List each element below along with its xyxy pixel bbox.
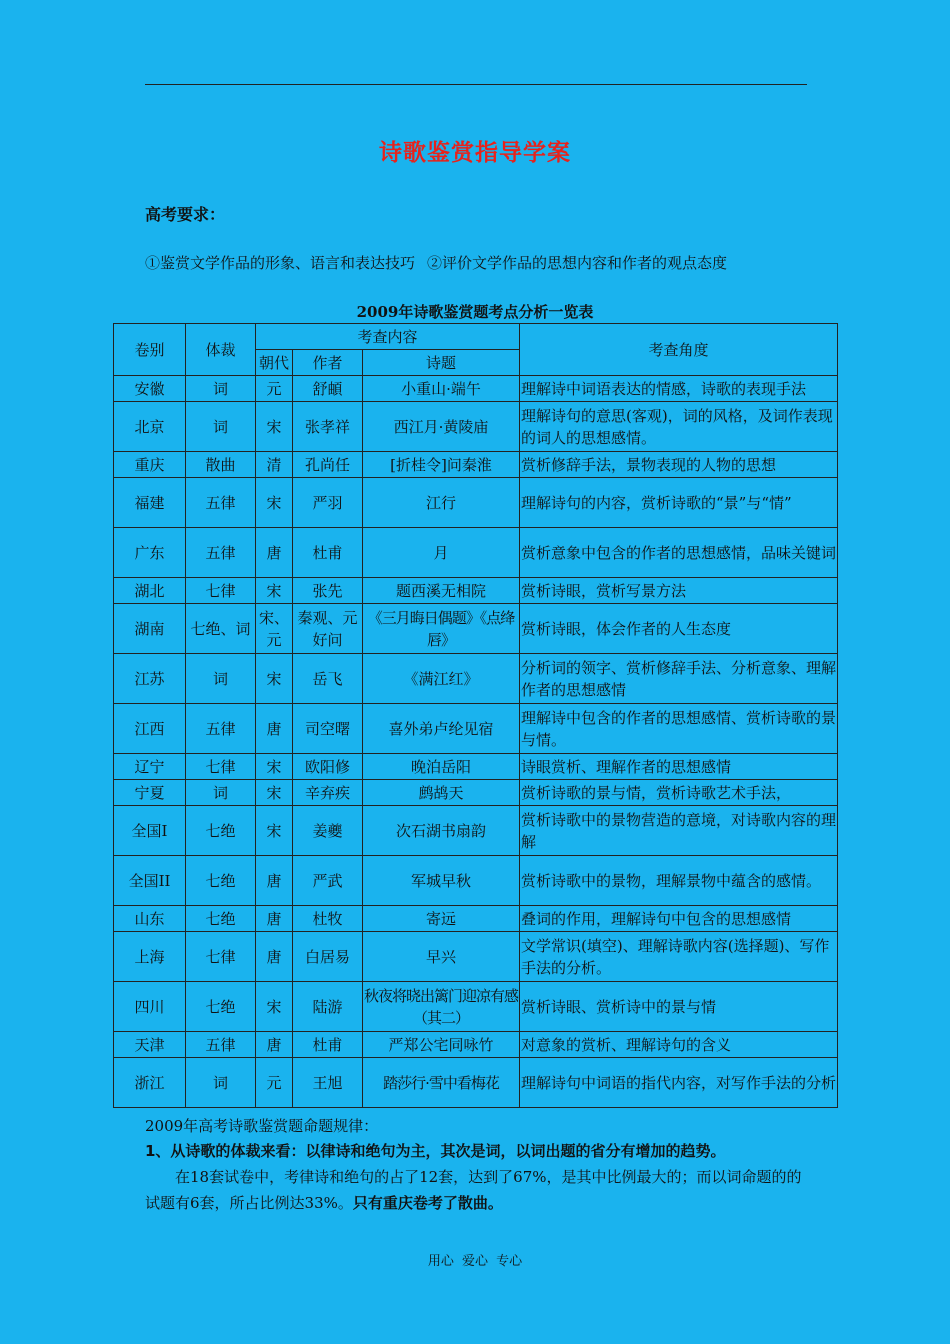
cell-dynasty: 宋	[256, 578, 293, 604]
header-dynasty: 朝代	[256, 350, 293, 376]
table-row	[114, 478, 838, 528]
cell-dynasty: 宋	[256, 654, 293, 704]
cell-paper: 广东	[114, 528, 186, 578]
header-rule	[145, 84, 807, 85]
cell-dynasty: 宋	[256, 982, 293, 1032]
table-row	[114, 402, 838, 452]
table-row	[114, 906, 838, 932]
cell-dynasty: 唐	[256, 932, 293, 982]
cell-author: 陆游	[293, 982, 363, 1032]
cell-author: 司空曙	[293, 704, 363, 754]
cell-dynasty: 唐	[256, 528, 293, 578]
cell-author: 张孝祥	[293, 402, 363, 452]
rule-point-1: 1、从诗歌的体裁来看：以律诗和绝句为主，其次是词，以词出题的省分有增加的趋势。	[145, 1142, 726, 1160]
cell-poem: 踏莎行·雪中看梅花	[363, 1058, 520, 1108]
cell-poem: 晚泊岳阳	[363, 754, 520, 780]
cell-paper: 天津	[114, 1032, 186, 1058]
cell-dynasty: 唐	[256, 856, 293, 906]
cell-paper: 全国I	[114, 806, 186, 856]
rule-paragraph	[145, 1164, 810, 1216]
cell-angle: 理解诗句中词语的指代内容，对写作手法的分析	[520, 1058, 838, 1108]
cell-angle: 理解诗句的内容，赏析诗歌的“景”与“情”	[520, 478, 838, 528]
cell-author: 舒頔	[293, 376, 363, 402]
cell-paper: 上海	[114, 932, 186, 982]
page-footer: 用心 爱心 专心	[427, 1254, 523, 1269]
cell-author: 欧阳修	[293, 754, 363, 780]
cell-poem: 《三月晦日偶题》《点绛唇》	[363, 604, 520, 654]
cell-author: 孔尚任	[293, 452, 363, 478]
cell-author: 秦观、元好问	[293, 604, 363, 654]
cell-poem: 军城早秋	[363, 856, 520, 906]
rules-intro: 2009年高考诗歌鉴赏题命题规律：	[145, 1117, 379, 1135]
table-row	[114, 1058, 838, 1108]
cell-genre: 词	[186, 402, 256, 452]
cell-genre: 五律	[186, 528, 256, 578]
cell-genre: 词	[186, 376, 256, 402]
cell-dynasty: 宋	[256, 806, 293, 856]
cell-poem: 严郑公宅同咏竹	[363, 1032, 520, 1058]
cell-angle: 文学常识(填空)、理解诗歌内容(选择题)、写作手法的分析。	[520, 932, 838, 982]
cell-author: 张先	[293, 578, 363, 604]
cell-author: 岳飞	[293, 654, 363, 704]
cell-angle: 理解诗句的意思(客观)，词的风格，及词作表现的词人的思想感情。	[520, 402, 838, 452]
cell-angle: 理解诗中词语表达的情感，诗歌的表现手法	[520, 376, 838, 402]
cell-angle: 赏析诗眼，体会作者的人生态度	[520, 604, 838, 654]
cell-author: 王旭	[293, 1058, 363, 1108]
cell-poem: 小重山·端午	[363, 376, 520, 402]
cell-dynasty: 宋、元	[256, 604, 293, 654]
table-row	[114, 754, 838, 780]
cell-poem: 题西溪无相院	[363, 578, 520, 604]
cell-paper: 湖南	[114, 604, 186, 654]
cell-paper: 福建	[114, 478, 186, 528]
table-row	[114, 654, 838, 704]
table-row	[114, 806, 838, 856]
cell-angle: 赏析诗眼，赏析写景方法	[520, 578, 838, 604]
exam-analysis-table	[113, 323, 838, 1108]
cell-author: 姜夔	[293, 806, 363, 856]
cell-paper: 江苏	[114, 654, 186, 704]
cell-author: 杜甫	[293, 1032, 363, 1058]
cell-paper: 江西	[114, 704, 186, 754]
cell-angle: 叠词的作用，理解诗句中包含的思想感情	[520, 906, 838, 932]
cell-angle: 赏析诗歌的景与情，赏析诗歌艺术手法，	[520, 780, 838, 806]
cell-paper: 湖北	[114, 578, 186, 604]
cell-dynasty: 清	[256, 452, 293, 478]
cell-genre: 七律	[186, 932, 256, 982]
table-caption: 2009年诗歌鉴赏题考点分析一览表	[356, 303, 594, 321]
table-row	[114, 452, 838, 478]
requirements-heading: 高考要求：	[145, 205, 226, 224]
table-row	[114, 982, 838, 1032]
cell-poem: 《满江红》	[363, 654, 520, 704]
page-title: 诗歌鉴赏指导学案	[379, 140, 571, 166]
cell-paper: 辽宁	[114, 754, 186, 780]
cell-paper: 重庆	[114, 452, 186, 478]
cell-genre: 七绝	[186, 906, 256, 932]
cell-angle: 赏析意象中包含的作者的思想感情，品味关键词	[520, 528, 838, 578]
cell-genre: 五律	[186, 478, 256, 528]
header-poem: 诗题	[363, 350, 520, 376]
requirements-line	[145, 252, 727, 273]
cell-dynasty: 唐	[256, 1032, 293, 1058]
table-row	[114, 856, 838, 906]
table-row	[114, 528, 838, 578]
cell-genre: 七绝	[186, 806, 256, 856]
cell-dynasty: 元	[256, 376, 293, 402]
cell-angle: 赏析诗歌中的景物，理解景物中蕴含的感情。	[520, 856, 838, 906]
cell-dynasty: 元	[256, 1058, 293, 1108]
table-row	[114, 780, 838, 806]
cell-genre: 七绝	[186, 856, 256, 906]
cell-genre: 七绝	[186, 982, 256, 1032]
cell-dynasty: 宋	[256, 402, 293, 452]
cell-paper: 浙江	[114, 1058, 186, 1108]
cell-dynasty: 唐	[256, 704, 293, 754]
cell-genre: 五律	[186, 704, 256, 754]
table-row	[114, 704, 838, 754]
header-paper: 卷别	[114, 324, 186, 376]
cell-poem: 早兴	[363, 932, 520, 982]
cell-genre: 词	[186, 780, 256, 806]
cell-genre: 五律	[186, 1032, 256, 1058]
table-row	[114, 1032, 838, 1058]
cell-paper: 北京	[114, 402, 186, 452]
rule-paragraph-text: 在18套试卷中，考律诗和绝句的占了12套，达到了67%，是其中比例最大的；而以词命题的的试题有6套，所占比例达33%。	[145, 1168, 802, 1212]
cell-genre: 七律	[186, 578, 256, 604]
table-row	[114, 578, 838, 604]
cell-poem: [折桂令]问秦淮	[363, 452, 520, 478]
cell-author: 严羽	[293, 478, 363, 528]
cell-angle: 理解诗中包含的作者的思想感情、赏析诗歌的景与情。	[520, 704, 838, 754]
cell-dynasty: 宋	[256, 780, 293, 806]
cell-angle: 诗眼赏析、理解作者的思想感情	[520, 754, 838, 780]
header-content: 考查内容	[256, 324, 520, 350]
cell-angle: 对意象的赏析、理解诗句的含义	[520, 1032, 838, 1058]
cell-angle: 赏析诗眼、赏析诗中的景与情	[520, 982, 838, 1032]
cell-poem: 西江月·黄陵庙	[363, 402, 520, 452]
cell-poem: 鹧鸪天	[363, 780, 520, 806]
cell-poem: 喜外弟卢纶见宿	[363, 704, 520, 754]
cell-dynasty: 宋	[256, 754, 293, 780]
header-author: 作者	[293, 350, 363, 376]
cell-poem: 次石湖书扇韵	[363, 806, 520, 856]
cell-poem: 月	[363, 528, 520, 578]
cell-author: 杜甫	[293, 528, 363, 578]
header-angle: 考查角度	[520, 324, 838, 376]
cell-poem: 江行	[363, 478, 520, 528]
cell-author: 杜牧	[293, 906, 363, 932]
cell-angle: 分析词的领字、赏析修辞手法、分析意象、理解作者的思想感情	[520, 654, 838, 704]
cell-dynasty: 唐	[256, 906, 293, 932]
cell-genre: 词	[186, 654, 256, 704]
cell-genre: 七律	[186, 754, 256, 780]
cell-paper: 安徽	[114, 376, 186, 402]
cell-angle: 赏析诗歌中的景物营造的意境，对诗歌内容的理解	[520, 806, 838, 856]
table-row	[114, 932, 838, 982]
cell-genre: 词	[186, 1058, 256, 1108]
cell-author: 白居易	[293, 932, 363, 982]
requirement-item-1: ①鉴赏文学作品的形象、语言和表达技巧	[145, 254, 416, 272]
cell-paper: 全国II	[114, 856, 186, 906]
rule-paragraph-emphasis: 只有重庆卷考了散曲。	[352, 1194, 503, 1212]
cell-dynasty: 宋	[256, 478, 293, 528]
cell-poem: 寄远	[363, 906, 520, 932]
cell-genre: 七绝、词	[186, 604, 256, 654]
cell-paper: 山东	[114, 906, 186, 932]
cell-genre: 散曲	[186, 452, 256, 478]
table-row	[114, 376, 838, 402]
table-row	[114, 604, 838, 654]
header-genre: 体裁	[186, 324, 256, 376]
requirement-item-2: ②评价文学作品的思想内容和作者的观点态度	[427, 254, 728, 272]
cell-poem: 秋夜将晓出篱门迎凉有感（其二）	[363, 982, 520, 1032]
cell-author: 严武	[293, 856, 363, 906]
cell-paper: 宁夏	[114, 780, 186, 806]
cell-angle: 赏析修辞手法，景物表现的人物的思想	[520, 452, 838, 478]
cell-paper: 四川	[114, 982, 186, 1032]
cell-author: 辛弃疾	[293, 780, 363, 806]
